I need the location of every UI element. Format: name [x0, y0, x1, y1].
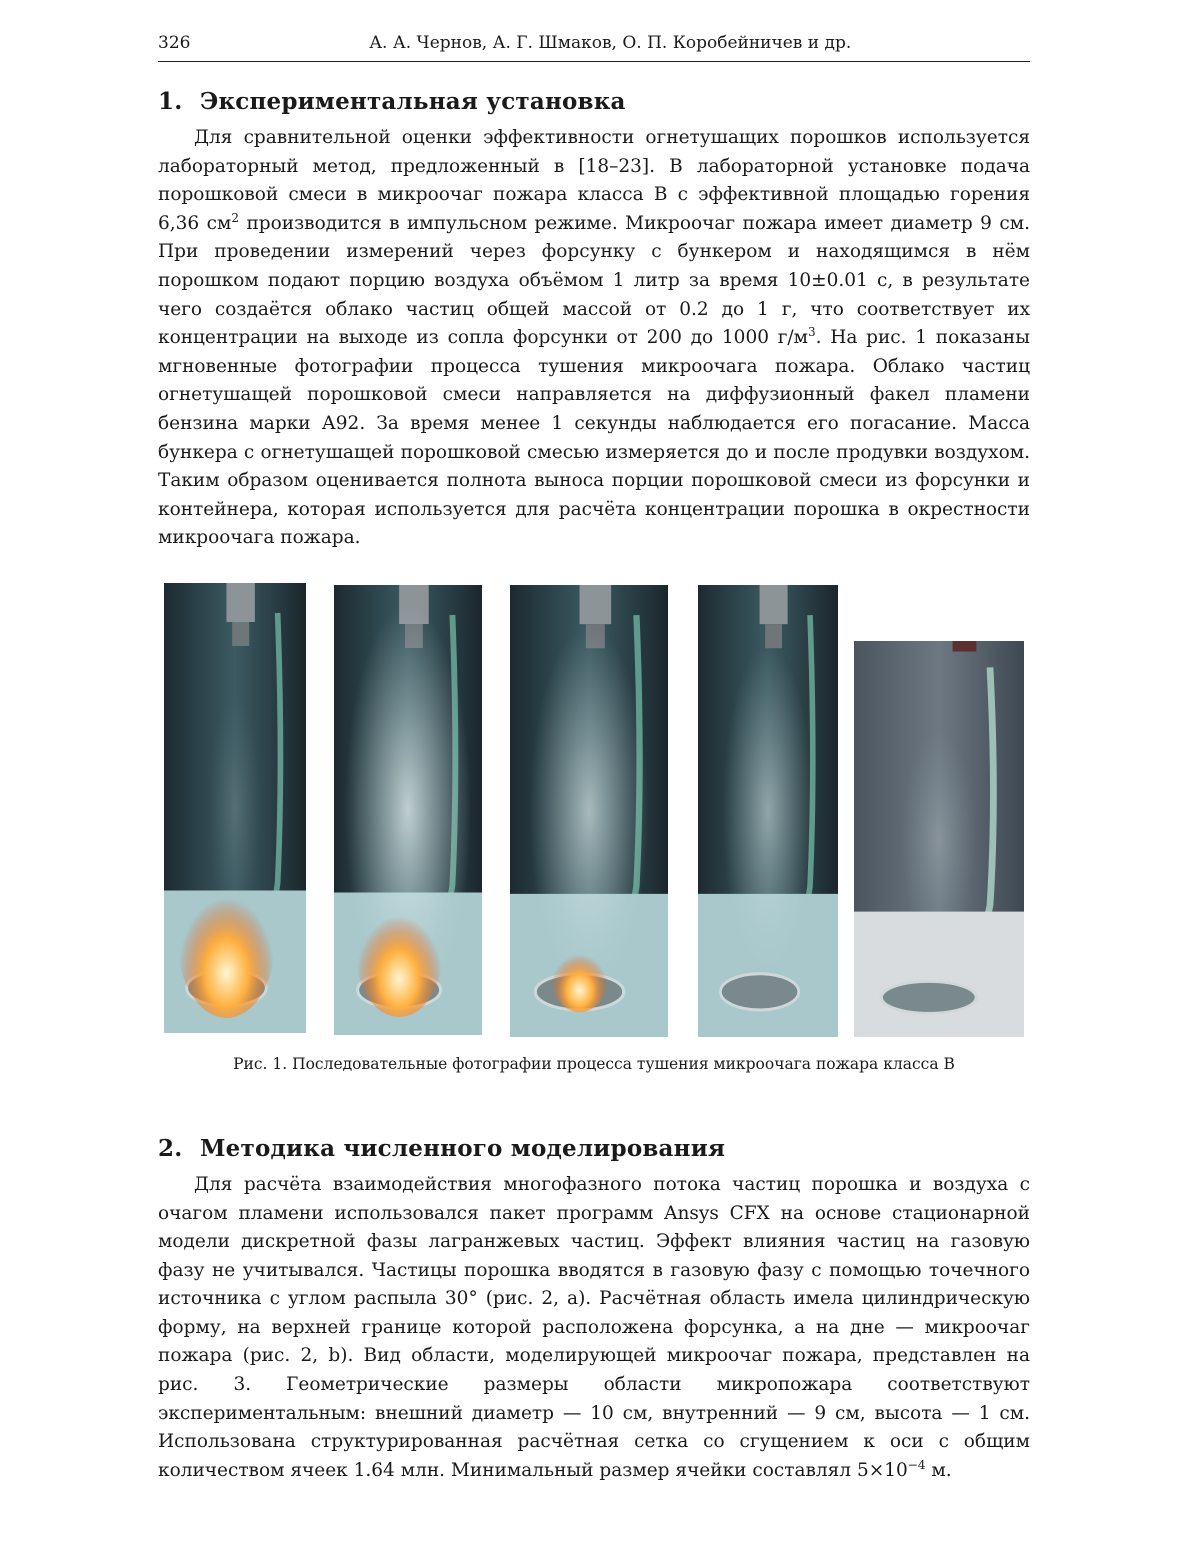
superscript-minus-4: −4: [907, 1457, 926, 1472]
nozzle-tip: [765, 624, 782, 648]
photo-5: [854, 641, 1024, 1037]
running-head: [158, 30, 1030, 62]
photo-2: [334, 585, 482, 1035]
section-2-heading: [158, 1135, 1030, 1163]
nozzle-tip: [232, 622, 249, 646]
photo-3: [510, 585, 668, 1037]
photo-drawing: [334, 585, 482, 1035]
photo-drawing: [164, 583, 306, 1033]
nozzle: [580, 585, 612, 624]
section-2-text-a: Для расчёта взаимодействия многофазного потока частиц порошка и воздуха с очагом пламени использовался пакет программ Ansys CFX на основе стационарной модели дискретной фазы лагранжевых частиц. Эффект влияния частиц на газовую фазу не учитывался. Частицы порошка вводятся в газовую фазу с помощью точечного источника с углом распыла 30° (рис. 2, a). Расчётная область имела цилиндрическую форму, на верхней границе которой расположена форсунка, а на дне — микроочаг пожара (рис. 2, b). Вид области, моделирующей микроочаг пожара, представлен на рис. 3. Геометрические размеры области микропожара соответствуют экспериментальным: внешний диаметр — 10 см, внутренний — 9 см, высота — 1 см. Использована структурированная расчётная сетка со сгущением к оси с общим количеством ячеек 1.64 млн. Минимальный размер ячейки составлял 5×10: [158, 1173, 1030, 1481]
section-2-title: Методика численного моделирования: [200, 1134, 726, 1162]
photo-drawing: [510, 585, 668, 1037]
section-2-paragraph: [158, 1171, 1030, 1486]
section-1-text-b: производится в импульсном режиме. Микроочаг пожара имеет диаметр 9 см. При проведении измерений через форсунку с бункером и находящимся в нём порошком подают порцию воздуха объёмом 1 литр за время 10±0.01 с, в результате чего создаётся облако частиц общей массой от 0.2 до 1 г, что соответствует их концентрации на выходе из сопла форсунки от 200 до 1000 г/м: [158, 212, 1031, 349]
superscript-2: 2: [231, 210, 240, 225]
nozzle: [760, 585, 788, 624]
powder-cloud: [529, 626, 648, 997]
section-1-title: Экспериментальная установка: [200, 88, 626, 115]
section-2-text-b: м.: [925, 1459, 952, 1481]
section-1-number: 1.: [158, 88, 183, 115]
section-1-text-c: . На рис. 1 показаны мгновенные фотографии процесса тушения микроочага пожара. Облако частиц огнетушащей порошковой смеси направляется на диффузионный факел пламени бензина марки А92. За время менее 1 секунды наблюдается его погасание. Масса бункера с огнетушащей порошковой смесью измеряется до и после продувки воздухом. Таким образом оценивается полнота выноса порции порошковой смеси из форсунки и контейнера, которая используется для расчёта концентрации порошка в окрестности микроочага пожара.: [158, 327, 1030, 549]
figure-1: [158, 575, 1030, 1039]
flame: [178, 868, 275, 1018]
photo-4: [698, 585, 838, 1037]
photo-1: [164, 583, 306, 1033]
powder-cloud: [722, 646, 814, 976]
flame: [550, 940, 608, 1012]
running-head-authors: А. А. Чернов, А. Г. Шмаков, О. П. Коробейничев и др.: [369, 33, 852, 53]
superscript-3: 3: [808, 325, 816, 339]
section-2-number: 2.: [158, 1134, 183, 1162]
powder-cloud: [901, 730, 978, 948]
nozzle: [226, 583, 254, 622]
section-1-heading: [158, 88, 1030, 116]
flame: [356, 891, 442, 1017]
page: [158, 30, 1030, 1485]
section-1-paragraph: [158, 124, 1030, 553]
figure-1-caption: Рис. 1. Последовательные фотографии процесса тушения микроочага пожара класса В: [233, 1054, 955, 1073]
burner-dish: [881, 981, 976, 1013]
nozzle-tip: [953, 641, 977, 652]
photo-drawing: [854, 641, 1024, 1037]
burner-dish: [720, 974, 798, 1010]
section-1-text-a: Для сравнительной оценки эффективности огнетушащих порошков используется лабораторный метод, предложенный в [18–23]. В лабораторной установке подача порошковой смеси в микроочаг пожара класса В с эффективной площадью горения 6,36 см: [158, 127, 1030, 234]
page-number: 326: [158, 33, 191, 53]
photo-drawing: [698, 585, 838, 1037]
